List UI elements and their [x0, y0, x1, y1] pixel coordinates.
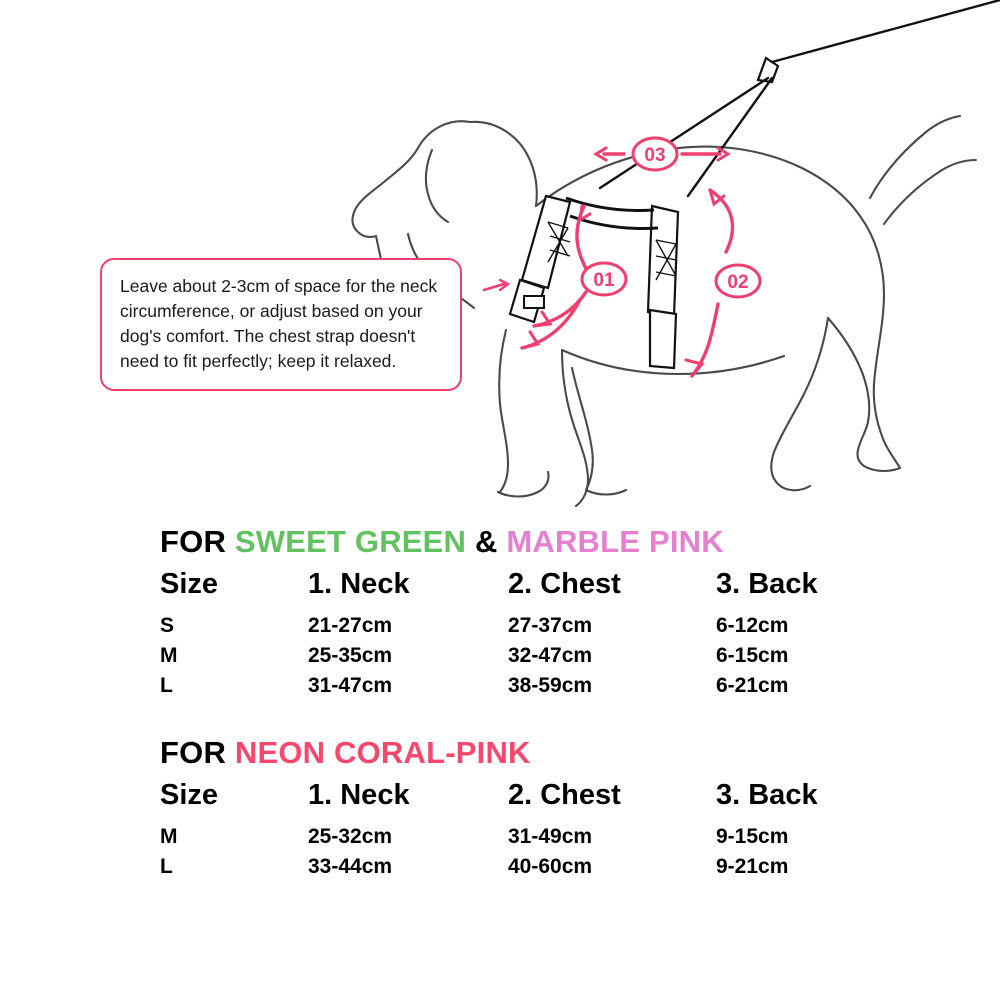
- cell-size: S: [160, 614, 175, 637]
- col-header-chest: 2. Chest: [508, 779, 621, 811]
- size-table-title-1: [0, 524, 1000, 560]
- svg-text:02: 02: [727, 272, 749, 293]
- col-header-back: 3. Back: [716, 779, 818, 811]
- table-row: [160, 822, 896, 852]
- cell-chest: 38-59cm: [508, 674, 593, 697]
- table-2: [160, 777, 896, 882]
- marker-03: [633, 138, 677, 170]
- title2-name1: NEON CORAL-PINK: [234, 735, 531, 770]
- cell-neck: 31-47cm: [308, 674, 393, 697]
- table-row: [160, 641, 896, 671]
- cell-chest: 32-47cm: [508, 644, 593, 667]
- marker-01: [582, 263, 626, 295]
- cell-back: 9-15cm: [716, 825, 789, 848]
- cell-size: M: [160, 825, 178, 848]
- cell-chest: 27-37cm: [508, 614, 593, 637]
- cell-back: 9-21cm: [716, 855, 789, 878]
- table-header-row: [160, 777, 896, 822]
- size-table-title-2: [0, 735, 1000, 771]
- marker-02: [716, 265, 760, 297]
- cell-size: M: [160, 644, 178, 667]
- cell-neck: 33-44cm: [308, 855, 393, 878]
- fit-tip-text: Leave about 2-3cm of space for the neck circumference, or adjust based on your dog's comfort. The chest strap doesn't need to fit perfectly; keep it relaxed.: [120, 276, 438, 371]
- title2-prefix: FOR: [160, 735, 235, 770]
- size-table-sweet-green-marble-pink: [0, 524, 1000, 701]
- col-header-size: Size: [160, 779, 219, 811]
- col-header-neck: 1. Neck: [308, 779, 410, 811]
- cell-size: L: [160, 855, 173, 878]
- cell-neck: 25-32cm: [308, 825, 393, 848]
- col-header-size: Size: [160, 568, 219, 600]
- cell-back: 6-12cm: [716, 614, 789, 637]
- svg-text:01: 01: [593, 270, 615, 291]
- svg-text:03: 03: [644, 145, 666, 166]
- cell-size: L: [160, 674, 173, 697]
- cell-chest: 31-49cm: [508, 825, 593, 848]
- table-row: [160, 611, 896, 641]
- cell-neck: 25-35cm: [308, 644, 393, 667]
- col-header-back: 3. Back: [716, 568, 818, 600]
- title1-conj: &: [466, 524, 507, 559]
- table-header-row: [160, 566, 896, 611]
- cell-back: 6-15cm: [716, 644, 789, 667]
- cell-back: 6-21cm: [716, 674, 789, 697]
- title1-name2: MARBLE PINK: [506, 524, 724, 559]
- cell-neck: 21-27cm: [308, 614, 393, 637]
- cell-chest: 40-60cm: [508, 855, 593, 878]
- title1-name1: SWEET GREEN: [234, 524, 467, 559]
- size-tables: [0, 524, 1000, 882]
- table-spacer: [0, 701, 1000, 735]
- table-row: [160, 852, 896, 882]
- table-row: [160, 671, 896, 701]
- size-table-neon-coral-pink: [0, 735, 1000, 882]
- col-header-neck: 1. Neck: [308, 568, 410, 600]
- fit-tip-callout: [100, 258, 462, 391]
- table-1: [160, 566, 896, 701]
- col-header-chest: 2. Chest: [508, 568, 621, 600]
- title1-prefix: FOR: [160, 524, 235, 559]
